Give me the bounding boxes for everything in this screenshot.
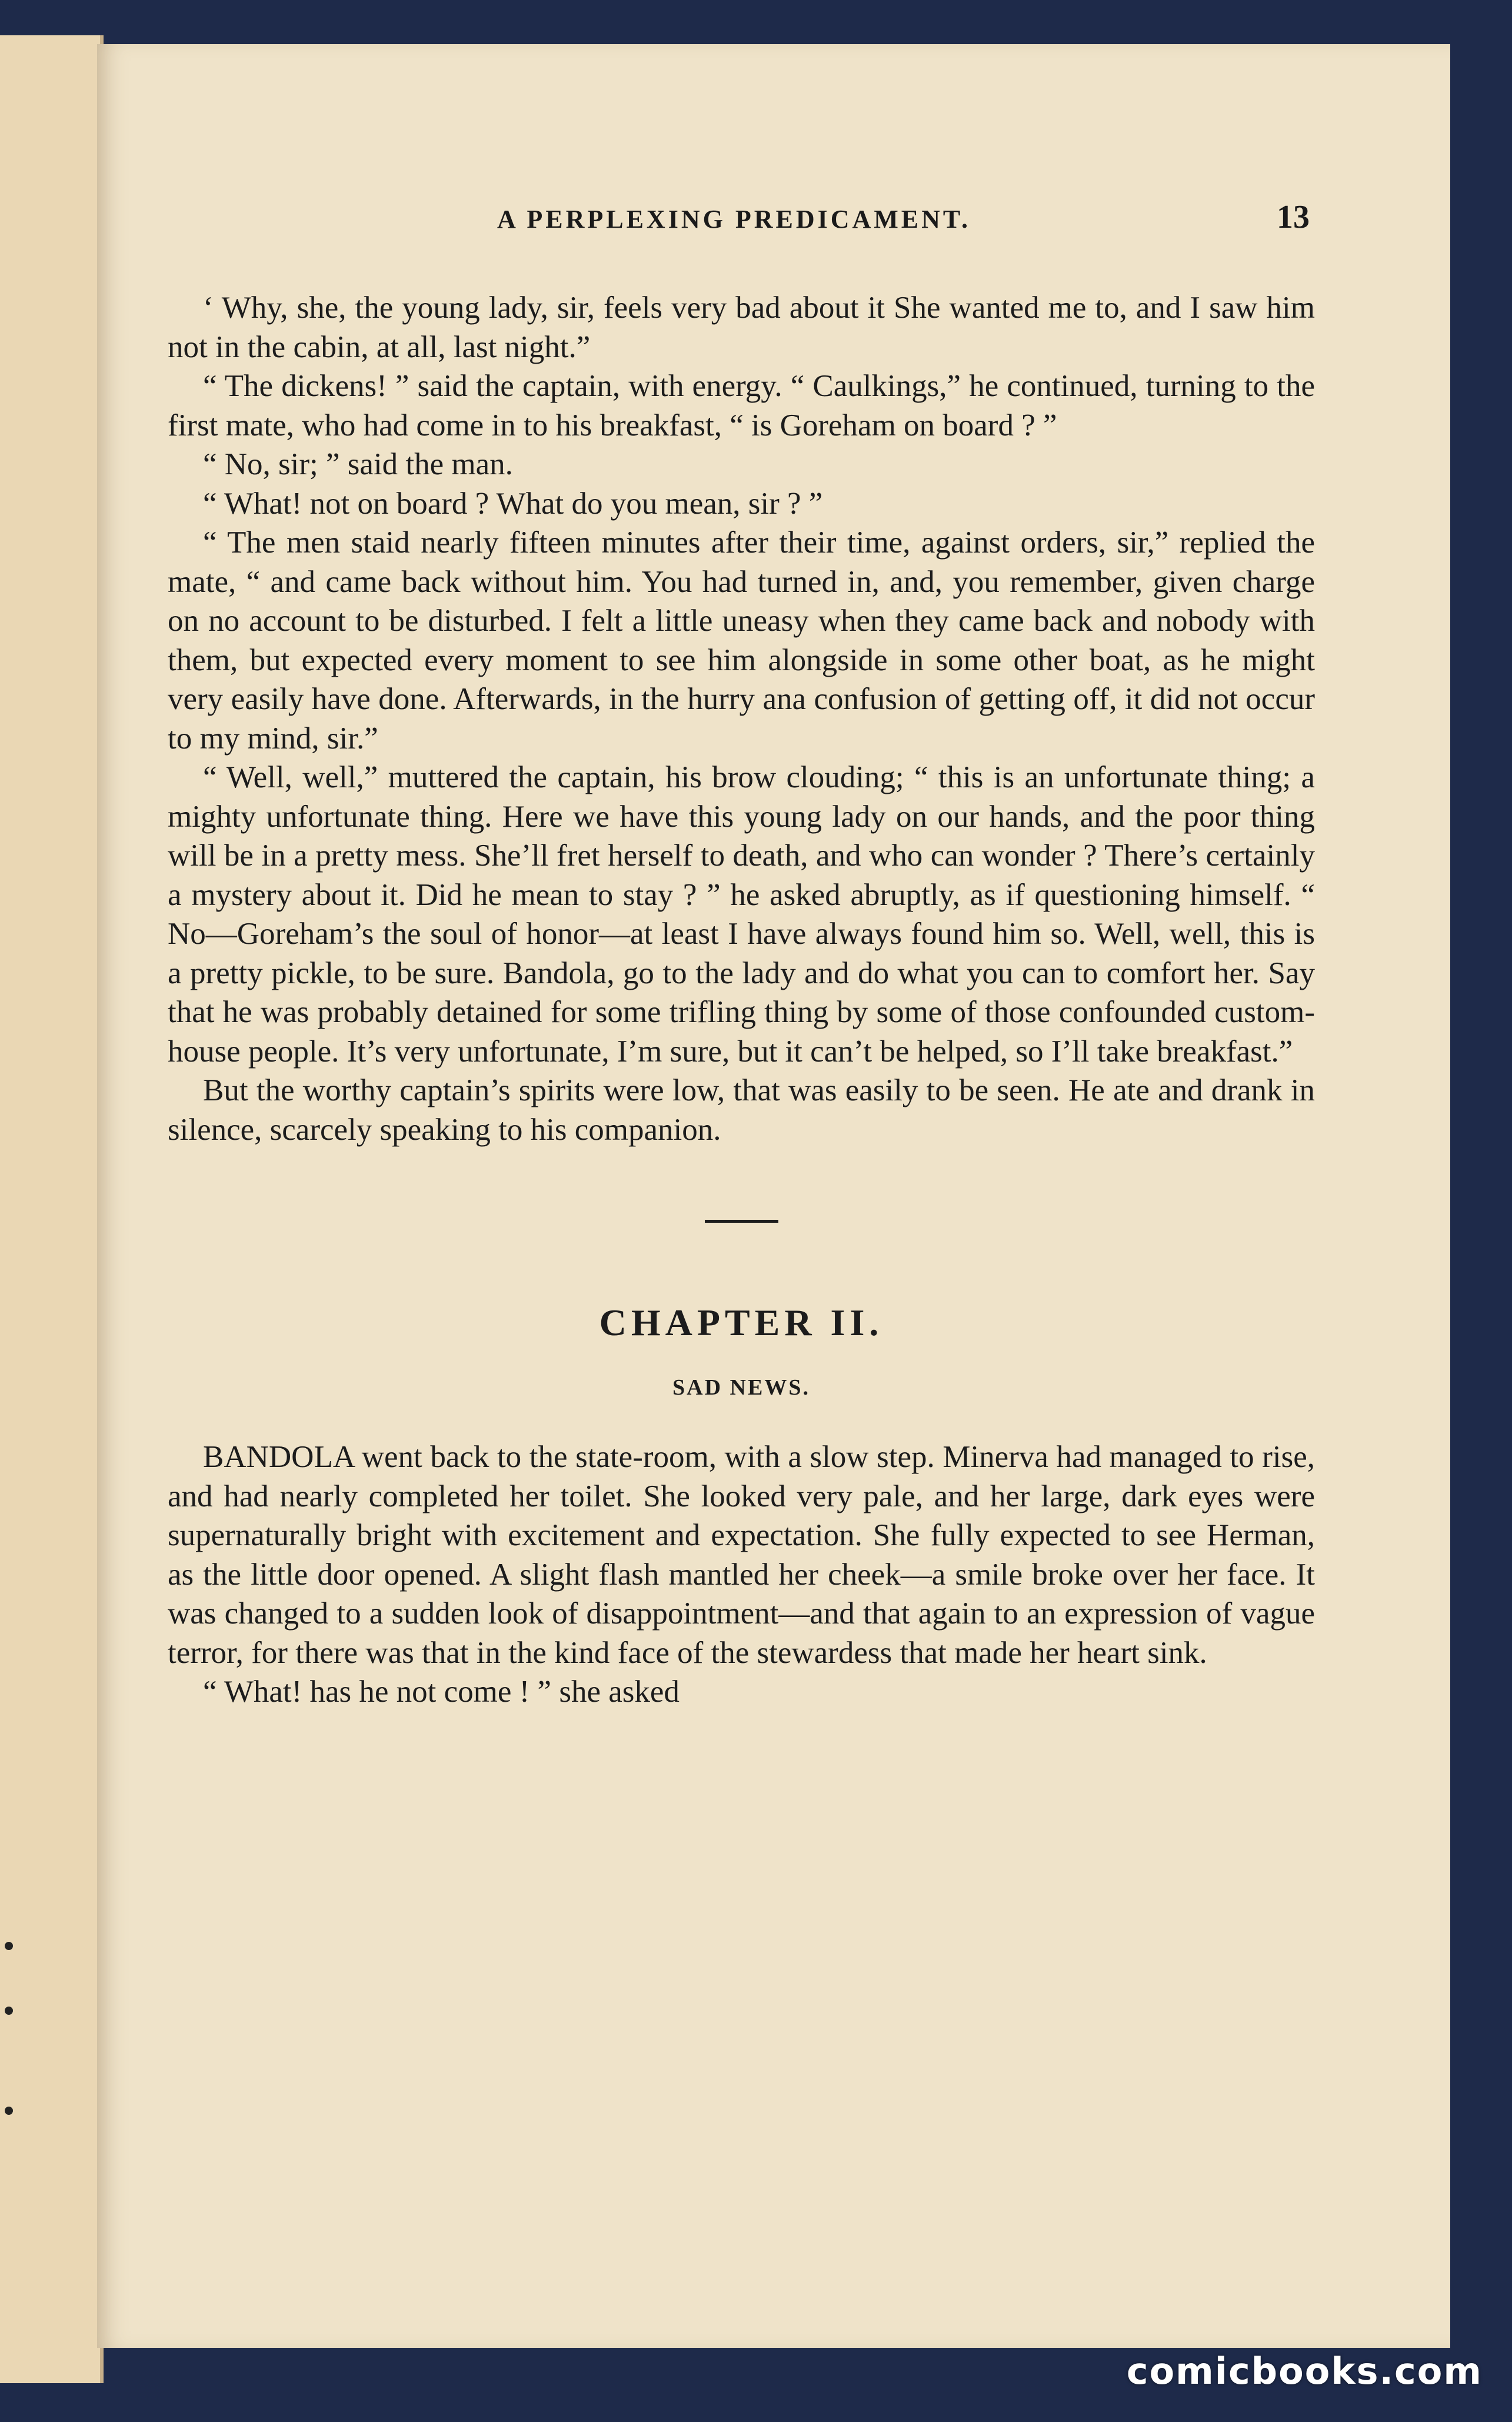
paragraph: BANDOLA went back to the state-room, with a slow step. Minerva had managed to rise, and had nearly completed her toilet. She looked very pale, and her large, dark eyes were supernaturally bright with excitement and expectation. She fully expected to see Herman, as the little door opened. A slight flash mantled her cheek—a smile broke over her face. It was changed to a sudden look of disappointment—and that again to an expression of vague terror, for there was that in the kind face of the stewardess that made her heart sink. — [168, 1440, 1315, 1670]
margin-mark — [5, 2107, 13, 2115]
chapter-title: CHAPTER II. — [599, 1302, 884, 1343]
section-divider — [705, 1220, 778, 1223]
chapter-subtitle: SAD NEWS. — [672, 1375, 810, 1400]
book-page — [97, 44, 1450, 2348]
paragraph: “ Well, well,” muttered the captain, his brow clouding; “ this is an unfortunate thing; a mighty unfortunate thing. Here we have this young lady on our hands, and the poor thing will be in a pretty mess. She’ll fret herself to death, and who can wonder ? There’s certainly a mystery about it. Did he mean to stay ? ” he asked abruptly, as if questioning himself. “ No—Goreham’s the soul of honor—at least I have always found him so. Well, well, this is a pretty pickle, to be sure. Bandola, go to the lady and do what you can to comfort her. Say that he was probably detained for some trifling thing by some of those confounded custom-house people. It’s very unfortunate, I’m sure, but it can’t be helped, so I’ll take breakfast.” — [168, 760, 1315, 1069]
paragraph: “ What! has he not come ! ” she asked — [203, 1675, 680, 1709]
margin-mark — [5, 1942, 13, 1950]
margin-mark — [5, 2007, 13, 2015]
paragraph: ‘ Why, she, the young lady, sir, feels very bad about it She wanted me to, and I saw him not in the cabin, at all, last night.” — [168, 291, 1315, 364]
running-title: A PERPLEXING PREDICAMENT. — [497, 205, 971, 234]
paragraph: “ The men staid nearly fifteen minutes after their time, against orders, sir,” replied the mate, “ and came back without him. You had turned in, and, you remember, given charge on no account to be disturbed. I felt a little uneasy when they came back and nobody with them, but expected every moment to see him alongside in some other boat, as he might very easily have done. Afterwards, in the hurry ana confusion of getting off, it did not occur to my mind, sir.” — [168, 525, 1315, 756]
facing-page-edge — [0, 35, 104, 2383]
page-header — [97, 162, 1450, 235]
page-number: 13 — [1277, 199, 1310, 235]
watermark-logo: comicbooks.com — [1126, 2350, 1483, 2393]
paragraph: “ No, sir; ” said the man. — [203, 447, 513, 481]
paragraph: “ What! not on board ? What do you mean, sir ? ” — [203, 486, 823, 521]
body-text — [168, 288, 1315, 1712]
paragraph: But the worthy captain’s spirits were low, that was easily to be seen. He ate and drank in silence, scarcely speaking to his companion. — [168, 1073, 1315, 1147]
paragraph: “ The dickens! ” said the captain, with energy. “ Caulkings,” he continued, turning to the first mate, who had come in to his breakfast, “ is Goreham on board ? ” — [168, 369, 1315, 443]
